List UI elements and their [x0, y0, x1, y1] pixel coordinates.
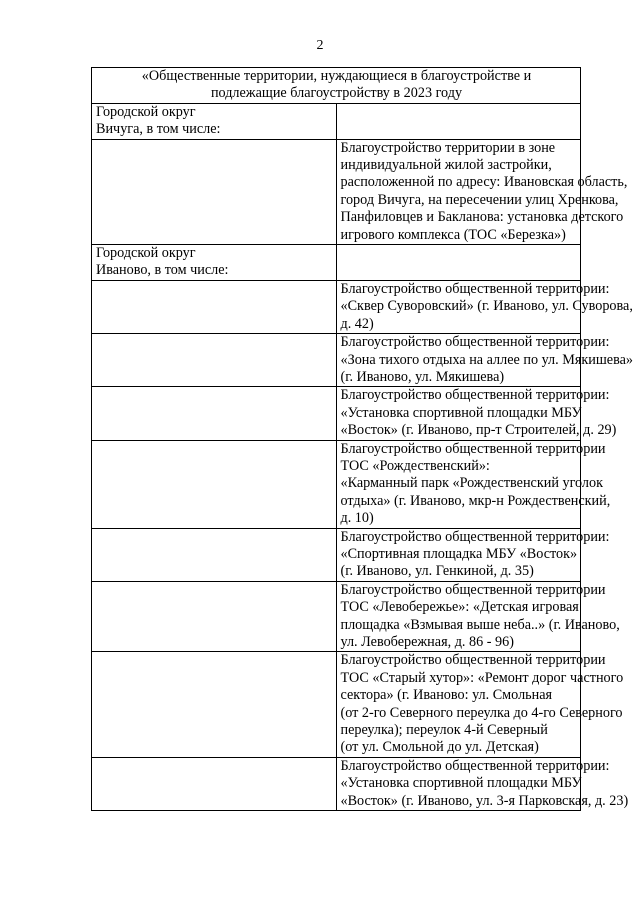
project-cell	[336, 139, 628, 244]
project-line: (г. Иваново, ул. Мякишева)	[340, 368, 505, 385]
district-line: Городской округ	[96, 245, 196, 262]
table-header-cell	[92, 68, 581, 104]
district-cell	[92, 139, 337, 244]
project-line: индивидуальной жилой застройки,	[340, 157, 552, 174]
page-number: 2	[316, 38, 324, 53]
project-line: ТОС «Старый хутор»: «Ремонт дорог частного	[340, 669, 624, 686]
district-cell	[92, 581, 337, 652]
table-row	[92, 245, 581, 281]
project-line: «Карманный парк «Рождественский уголок	[340, 475, 604, 492]
district-cell	[92, 387, 337, 440]
district-line: Иваново, в том числе:	[96, 262, 229, 279]
project-line: ТОС «Рождественский»:	[340, 457, 490, 474]
territories-table	[91, 67, 633, 811]
project-cell	[336, 440, 611, 528]
project-line: «Восток» (г. Иваново, ул. 3-я Парковская, д. 23)	[340, 792, 629, 809]
project-line: «Установка спортивной площадки МБУ	[340, 404, 582, 421]
table-row	[92, 103, 581, 139]
project-cell	[336, 652, 624, 757]
project-line: «Сквер Суворовский» (г. Иваново, ул. Суворова,	[340, 298, 633, 315]
table-row	[92, 757, 581, 810]
header-line: подлежащие благоустройству в 2023 году	[210, 85, 463, 102]
project-line: Благоустройство общественной территории	[340, 440, 606, 457]
table-row	[92, 528, 581, 581]
project-cell	[336, 245, 581, 281]
project-line: (от ул. Смольной до ул. Детская)	[340, 739, 539, 756]
district-line: Городской округ	[96, 103, 196, 120]
project-cell	[336, 528, 610, 581]
project-line: Благоустройство общественной территории:	[340, 334, 610, 351]
header-line: «Общественные территории, нуждающиеся в благоустройстве и	[141, 68, 532, 84]
project-line: ул. Левобережная, д. 86 - 96)	[340, 634, 514, 650]
district-cell	[92, 245, 337, 281]
project-line: (от 2-го Северного переулка до 4-го Северного	[340, 704, 623, 721]
district-cell	[92, 757, 337, 810]
district-line: Вичуга, в том числе:	[96, 121, 221, 138]
project-cell	[336, 581, 620, 652]
district-cell	[92, 440, 337, 528]
table-row	[92, 280, 581, 333]
project-line: игрового комплекса (ТОС «Березка»)	[340, 226, 566, 243]
district-cell	[92, 528, 337, 581]
project-line: Благоустройство общественной территории:	[340, 757, 610, 774]
project-line: д. 10)	[340, 510, 374, 527]
project-line: Благоустройство территории в зоне	[340, 139, 556, 156]
table-row	[92, 139, 581, 244]
project-line: переулка); переулок 4-й Северный	[340, 722, 548, 739]
table-row	[92, 387, 581, 440]
project-line: расположенной по адресу: Ивановская область,	[340, 174, 628, 191]
project-cell	[336, 757, 629, 810]
project-line: Благоустройство общественной территории:	[340, 280, 610, 297]
project-line: отдыха» (г. Иваново, мкр-н Рождественский,	[340, 492, 611, 509]
project-line: Благоустройство общественной территории:	[340, 528, 610, 545]
project-line: «Восток» (г. Иваново, пр-т Строителей, д. 29)	[340, 422, 617, 439]
project-line: «Спортивная площадка МБУ «Восток»	[340, 545, 578, 562]
project-cell	[336, 103, 581, 139]
project-line: Благоустройство общественной территории:	[340, 387, 610, 404]
project-cell	[336, 334, 633, 387]
project-line: Благоустройство общественной территории	[340, 652, 606, 669]
project-line: Благоустройство общественной территории	[340, 581, 606, 598]
table-row	[92, 652, 581, 757]
project-line: площадка «Взмывая выше неба..» (г. Иваново,	[340, 616, 620, 633]
district-cell	[92, 334, 337, 387]
project-line: (г. Иваново, ул. Генкиной, д. 35)	[340, 563, 534, 580]
project-line: «Установка спортивной площадки МБУ	[340, 775, 582, 792]
project-cell	[336, 387, 617, 440]
table-row	[92, 334, 581, 387]
table-row	[92, 581, 581, 652]
table-row	[92, 440, 581, 528]
project-line: Панфиловцев и Бакланова: установка детского	[340, 209, 624, 226]
project-cell	[336, 280, 633, 333]
district-cell	[92, 652, 337, 757]
project-line: ТОС «Левобережье»: «Детская игровая	[340, 599, 579, 616]
project-line: «Зона тихого отдыха на аллее по ул. Мякишева»	[340, 351, 633, 368]
project-line: сектора» (г. Иваново: ул. Смольная	[340, 687, 553, 704]
district-cell	[92, 103, 337, 139]
project-line: д. 42)	[340, 315, 374, 332]
project-line: город Вичуга, на пересечении улиц Хренкова,	[340, 191, 619, 208]
table-header-row	[92, 68, 581, 104]
district-cell	[92, 280, 337, 333]
